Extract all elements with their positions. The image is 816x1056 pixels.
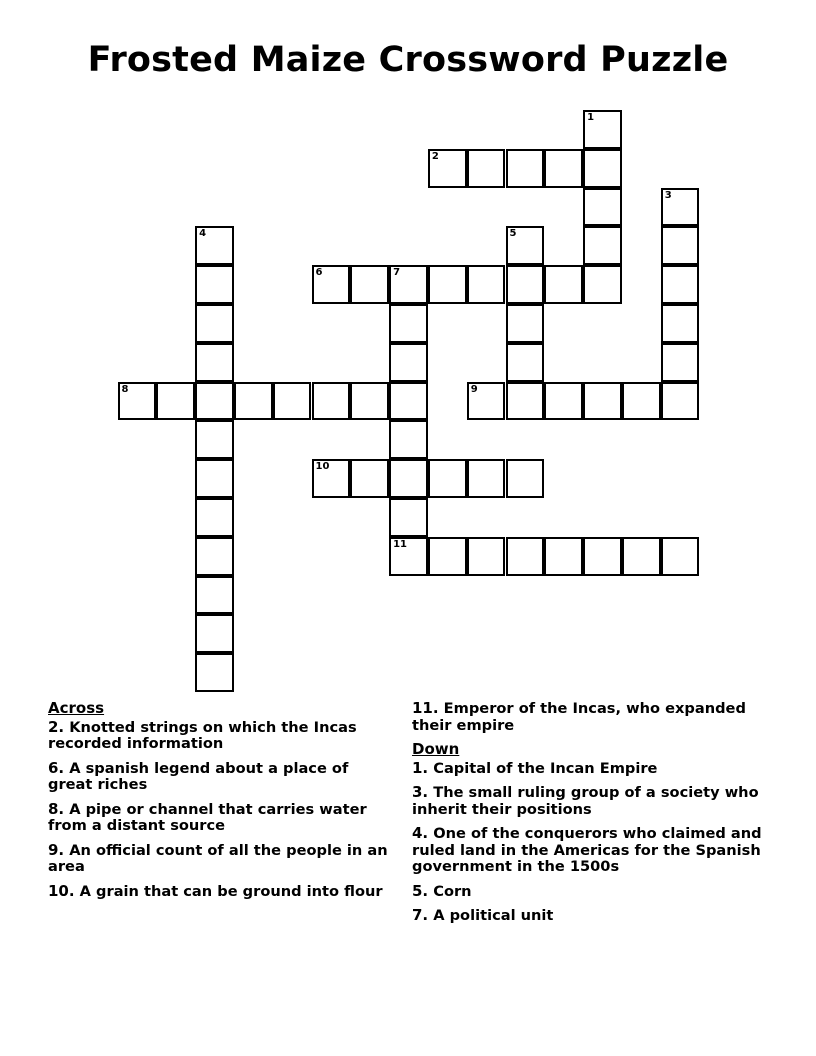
grid-cell[interactable] [661,537,700,576]
clue-down-3: 3. The small ruling group of a society who inherit their positions [412,783,759,818]
cell-number: 10 [315,461,330,473]
grid-cell[interactable] [195,226,234,265]
grid-cell[interactable] [312,459,351,498]
clue-across-9: 9. An official count of all the people in an area [48,840,388,875]
grid-cell[interactable] [544,149,583,188]
grid-cell[interactable] [467,382,506,421]
grid-cell[interactable] [661,265,700,304]
grid-cell[interactable] [583,265,622,304]
cell-number: 2 [431,150,439,162]
grid-cell[interactable] [583,110,622,149]
clue-across-10: 10. A grain that can be ground into flour [48,881,383,900]
grid-cell[interactable] [506,382,545,421]
cell-number: 9 [470,383,478,395]
grid-cell[interactable] [544,382,583,421]
grid-cell[interactable] [350,382,389,421]
grid-cell[interactable] [428,265,467,304]
cell-number: 8 [121,383,129,395]
grid-cell[interactable] [467,537,506,576]
puzzle-title: Frosted Maize Crossword Puzzle [87,40,729,80]
grid-cell[interactable] [428,149,467,188]
clue-across-6: 6. A spanish legend about a place of great riches [48,758,349,793]
grid-cell[interactable] [428,537,467,576]
cell-number: 4 [199,228,207,240]
grid-cell[interactable] [467,149,506,188]
grid-cell[interactable] [195,576,234,615]
grid-cell[interactable] [583,149,622,188]
clue-across-8: 8. A pipe or channel that carries water from a distant source [48,799,367,834]
grid-cell[interactable] [389,304,428,343]
grid-cell[interactable] [506,226,545,265]
grid-cell[interactable] [156,382,195,421]
grid-cell[interactable] [350,459,389,498]
clues-column-right [412,700,782,932]
grid-cell[interactable] [195,420,234,459]
grid-cell[interactable] [661,188,700,227]
grid-cell[interactable] [195,382,234,421]
clues-column-left [48,700,393,907]
grid-cell[interactable] [583,537,622,576]
grid-cell[interactable] [195,653,234,692]
grid-cell[interactable] [583,226,622,265]
grid-cell[interactable] [195,304,234,343]
cell-number: 3 [664,189,672,201]
grid-cell[interactable] [195,614,234,653]
grid-cell[interactable] [195,459,234,498]
grid-cell[interactable] [389,343,428,382]
grid-cell[interactable] [544,537,583,576]
grid-cell[interactable] [661,382,700,421]
cell-number: 11 [393,538,408,550]
clue-down-1: 1. Capital of the Incan Empire [412,758,658,777]
across-heading: Across [48,699,105,717]
clue-down-7: 7. A political unit [412,906,554,924]
down-heading: Down [412,740,460,758]
grid-cell[interactable] [506,537,545,576]
grid-cell[interactable] [312,265,351,304]
grid-cell[interactable] [350,265,389,304]
cell-number: 1 [587,112,595,123]
grid-cell[interactable] [583,382,622,421]
grid-cell[interactable] [389,265,428,304]
grid-cell[interactable] [506,149,545,188]
cell-number: 5 [509,228,517,240]
grid-cell[interactable] [234,382,273,421]
grid-cell[interactable] [389,498,428,537]
clue-across-11: 11. Emperor of the Incas, who expanded their empire [412,699,746,734]
grid-cell[interactable] [195,343,234,382]
grid-cell[interactable] [195,498,234,537]
grid-cell[interactable] [506,304,545,343]
grid-cell[interactable] [661,304,700,343]
grid-cell[interactable] [506,343,545,382]
grid-cell[interactable] [195,265,234,304]
cell-number: 6 [315,267,323,279]
clue-across-2: 2. Knotted strings on which the Incas recorded information [48,717,357,752]
grid-cell[interactable] [118,382,157,421]
grid-cell[interactable] [467,265,506,304]
grid-cell[interactable] [467,459,506,498]
grid-cell[interactable] [428,459,467,498]
grid-cell[interactable] [389,382,428,421]
grid-cell[interactable] [622,382,661,421]
grid-cell[interactable] [389,459,428,498]
grid-cell[interactable] [661,343,700,382]
grid-cell[interactable] [506,265,545,304]
grid-cell[interactable] [544,265,583,304]
cell-number: 7 [393,267,401,279]
grid-cell[interactable] [622,537,661,576]
grid-cell[interactable] [583,188,622,227]
grid-cell[interactable] [195,537,234,576]
grid-cell[interactable] [506,459,545,498]
grid-cell[interactable] [389,420,428,459]
grid-cell[interactable] [312,382,351,421]
grid-cell[interactable] [661,226,700,265]
grid-cell[interactable] [389,537,428,576]
clue-down-4: 4. One of the conquerors who claimed and ruled land in the Americas for the Spanish government in the 1500s [412,824,762,875]
clue-down-5: 5. Corn [412,881,472,900]
grid-cell[interactable] [273,382,312,421]
